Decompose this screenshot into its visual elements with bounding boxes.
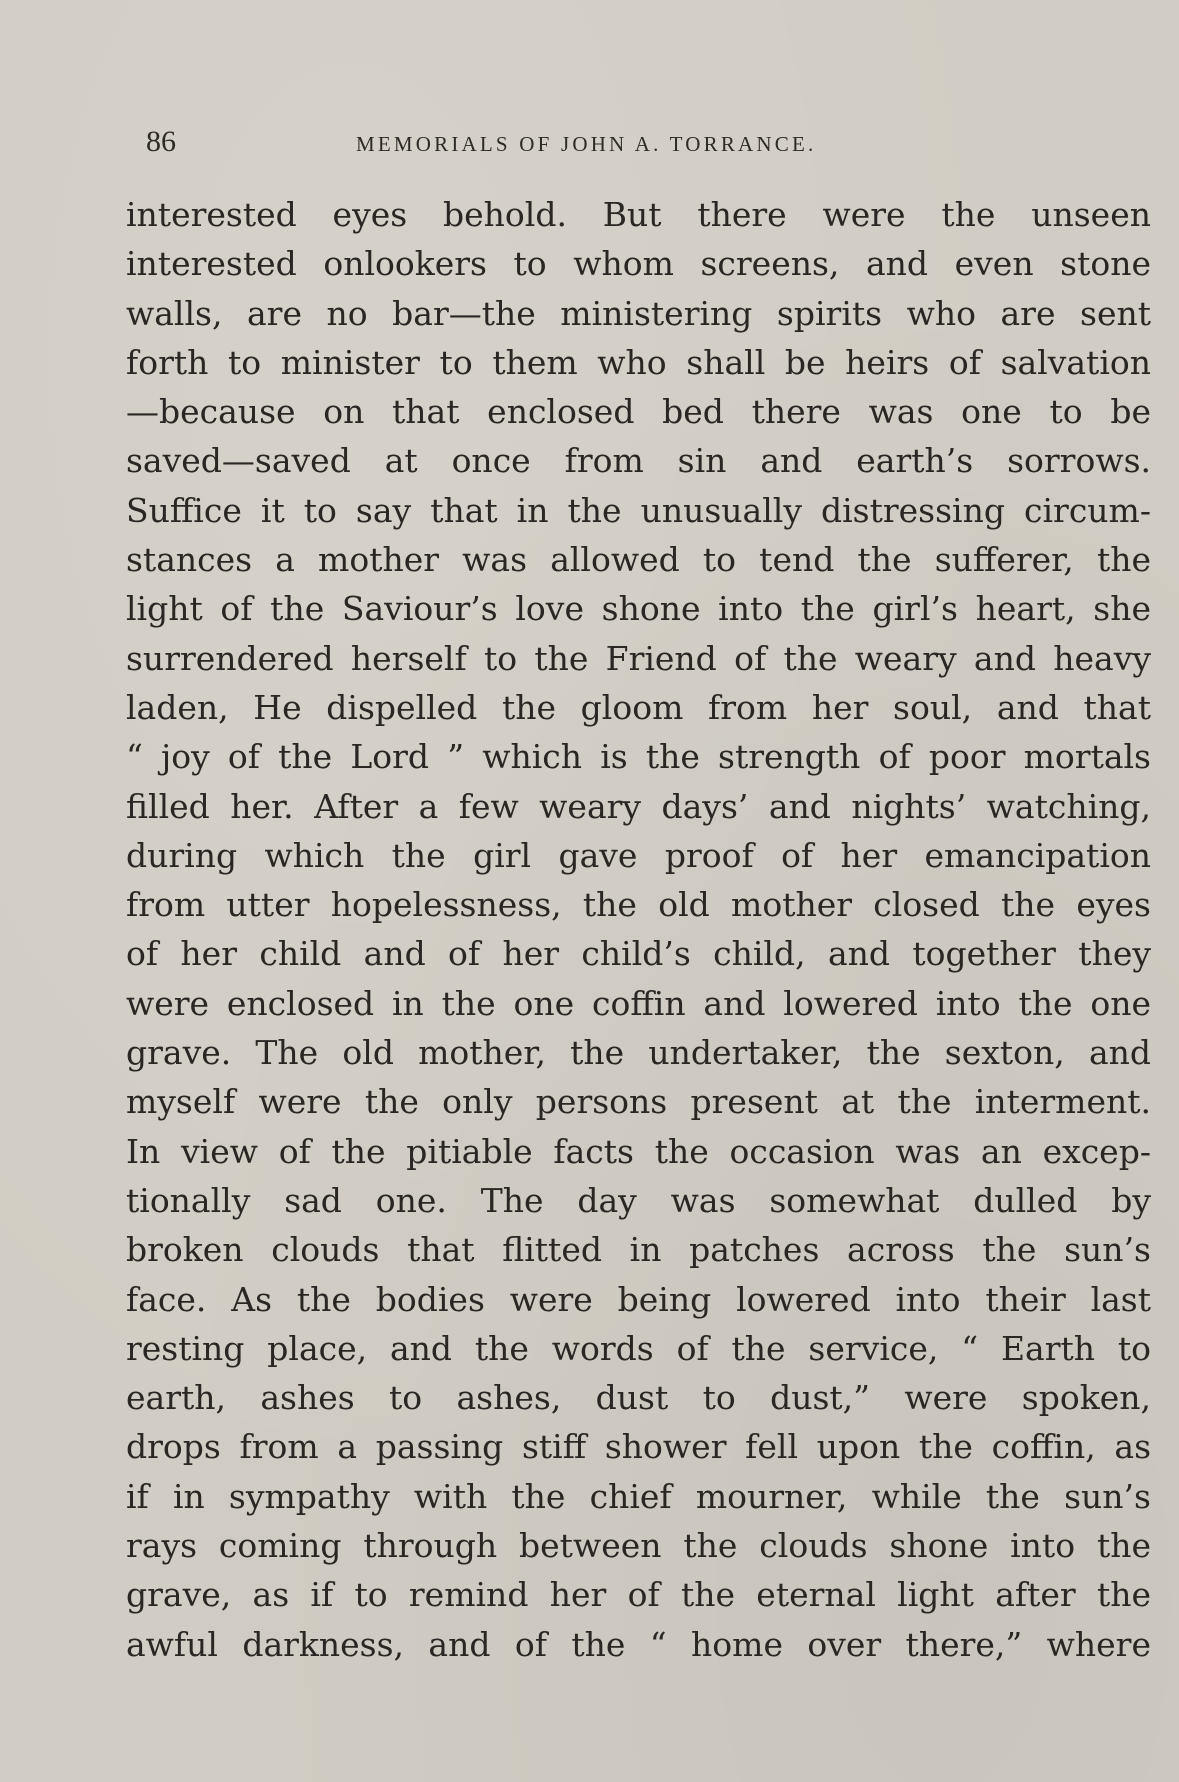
text-line: broken clouds that flitted in patches across the sun’s — [126, 1230, 1151, 1270]
page-header — [146, 122, 1036, 162]
text-line: during which the girl gave proof of her emancipation — [126, 835, 1151, 875]
text-line: from utter hopelessness, the old mother closed the eyes — [126, 885, 1151, 925]
text-line: awful darkness, and of the “ home over there,” where — [126, 1624, 1151, 1664]
text-line: face. As the bodies were being lowered into their last — [126, 1279, 1151, 1319]
text-line: forth to minister to them who shall be heirs of salvation — [126, 342, 1151, 382]
text-line: myself were the only persons present at the interment. — [126, 1082, 1151, 1122]
text-line: saved—saved at once from sin and earth’s sorrows. — [126, 441, 1151, 481]
text-line: if in sympathy with the chief mourner, while the sun’s — [126, 1476, 1151, 1516]
text-line: were enclosed in the one coffin and lowered into the one — [126, 983, 1151, 1023]
text-line: earth, ashes to ashes, dust to dust,” were spoken, — [126, 1378, 1151, 1418]
text-line: tionally sad one. The day was somewhat dulled by — [126, 1180, 1151, 1220]
text-line: interested eyes behold. But there were the unseen — [126, 195, 1151, 234]
page-number: 86 — [146, 125, 176, 158]
text-line: filled her. After a few weary days’ and nights’ watching, — [126, 786, 1151, 826]
text-line: drops from a passing stiff shower fell upon the coffin, as — [126, 1427, 1151, 1467]
text-line: grave. The old mother, the undertaker, the sexton, and — [126, 1033, 1151, 1073]
text-line: interested onlookers to whom screens, and even stone — [126, 244, 1151, 284]
text-line: stances a mother was allowed to tend the sufferer, the — [126, 540, 1151, 580]
text-line: resting place, and the words of the service, “ Earth to — [126, 1328, 1151, 1368]
text-line: walls, are no bar—the ministering spirits who are sent — [126, 293, 1151, 333]
running-head: MEMORIALS OF JOHN A. TORRANCE. — [356, 132, 817, 156]
text-line: In view of the pitiable facts the occasion was an excep- — [126, 1131, 1151, 1171]
text-line: Suffice it to say that in the unusually distressing circum- — [126, 490, 1151, 530]
text-line: grave, as if to remind her of the eternal light after the — [126, 1575, 1151, 1615]
text-line: of her child and of her child’s child, and together they — [126, 934, 1151, 974]
text-line: surrendered herself to the Friend of the weary and heavy — [126, 638, 1151, 678]
text-line: rays coming through between the clouds shone into the — [126, 1526, 1151, 1566]
text-line: laden, He dispelled the gloom from her soul, and that — [126, 687, 1151, 727]
text-line: “ joy of the Lord ” which is the strength of poor mortals — [126, 737, 1151, 777]
body-text — [126, 190, 1151, 1669]
text-line: —because on that enclosed bed there was one to be — [126, 392, 1151, 432]
text-line: light of the Saviour’s love shone into the girl’s heart, she — [126, 589, 1151, 629]
